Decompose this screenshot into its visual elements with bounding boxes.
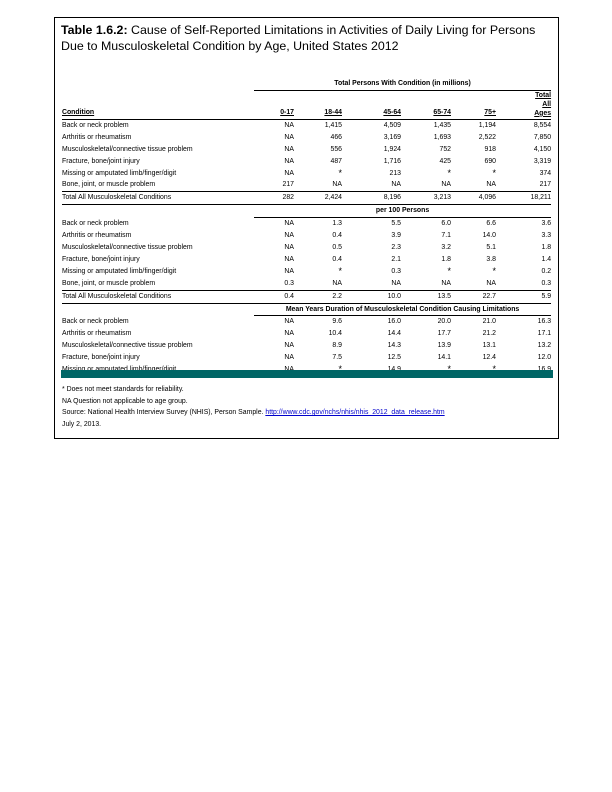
row-value: 1,693: [433, 133, 451, 141]
section-heading: Total Persons With Condition (in millions): [254, 78, 551, 90]
row-value: 13.9: [437, 342, 451, 350]
row-value: NA: [441, 181, 451, 189]
total-label: Total All Musculoskeletal Conditions: [62, 192, 254, 205]
total-value: 8,196: [342, 192, 401, 205]
row-value: 8.9: [332, 342, 342, 350]
row-label: Missing or amputated limb/finger/digit: [62, 267, 177, 275]
row-value: 0.3: [284, 279, 294, 287]
row-value: NA: [284, 169, 294, 177]
row-value: 2.1: [391, 255, 401, 263]
row-value: 556: [330, 145, 342, 153]
row-value: 3,319: [533, 157, 552, 165]
row-value: 1.8: [441, 255, 451, 263]
row-value: NA: [391, 181, 401, 189]
row-label: Back or neck problem: [62, 318, 129, 326]
row-value: 3.9: [391, 232, 401, 240]
section-heading: Mean Years Duration of Musculoskeletal Condition Causing Limitations: [254, 303, 551, 316]
source-link[interactable]: http://www.cdc.gov/nchs/nhis/nhis_2012_data_release.htm: [265, 409, 445, 417]
row-value: 4,150: [533, 145, 552, 153]
section-heading: per 100 Persons: [254, 205, 551, 218]
row-value: NA: [486, 279, 496, 287]
row-value: 5.1: [486, 243, 496, 251]
table-row: [62, 352, 551, 364]
row-value: 0.5: [332, 243, 342, 251]
table-row: [62, 156, 551, 168]
total-value: 5.9: [496, 290, 551, 303]
footer-color-bar: [61, 370, 553, 378]
row-value: 6.6: [486, 220, 496, 228]
row-value: NA: [284, 330, 294, 338]
row-value: 2.3: [391, 243, 401, 251]
table-row: [62, 144, 551, 156]
group-header-row: [62, 303, 551, 316]
row-value: 14.4: [387, 330, 401, 338]
row-value: 2,522: [478, 133, 496, 141]
row-value: 13.1: [482, 342, 496, 350]
table-row: [62, 218, 551, 230]
row-value: NA: [284, 121, 294, 129]
blank-cell: [62, 78, 254, 90]
row-value: 17.7: [437, 330, 451, 338]
condition-header: Condition: [62, 90, 254, 119]
column-header-row: [62, 90, 551, 119]
row-value: NA: [332, 279, 342, 287]
row-value: 374: [539, 169, 552, 177]
total-row: [62, 192, 551, 205]
row-value: 21.0: [482, 318, 496, 326]
group-header-row: [62, 78, 551, 90]
row-value: 10.4: [328, 330, 342, 338]
row-value: 14.3: [387, 342, 401, 350]
data-table: [62, 78, 551, 376]
row-value: NA: [284, 267, 294, 275]
row-label: Arthritis or rheumatism: [62, 133, 132, 141]
row-value: 5.5: [391, 220, 401, 228]
total-label: Total All Musculoskeletal Conditions: [62, 290, 254, 303]
row-value: 7.1: [441, 232, 451, 240]
total-all-ages-header-line: All: [542, 100, 552, 108]
table-row: [62, 328, 551, 340]
table-number: Table 1.6.2:: [61, 23, 128, 37]
table-row: [62, 168, 551, 180]
row-value: NA: [284, 318, 294, 326]
row-value: 752: [439, 145, 451, 153]
row-value: 3,169: [383, 133, 401, 141]
row-value: NA: [284, 354, 294, 362]
row-value: 14.0: [482, 232, 496, 240]
table-row: [62, 340, 551, 352]
row-value: 0.2: [541, 267, 552, 275]
row-value: *: [492, 167, 496, 178]
total-value: 22.7: [451, 290, 496, 303]
note-reliability: * Does not meet standards for reliability.: [62, 386, 184, 393]
table-row: [62, 179, 551, 191]
row-value: 21.2: [482, 330, 496, 338]
row-value: 1,435: [433, 121, 451, 129]
table-row: [62, 119, 551, 131]
row-value: 4,509: [383, 121, 401, 129]
row-value: 13.2: [537, 342, 552, 350]
row-value: 1,924: [383, 145, 401, 153]
age-column-header: 65-74: [401, 90, 451, 119]
row-value: 1.4: [541, 255, 552, 263]
row-value: 0.3: [391, 267, 401, 275]
row-value: 487: [330, 157, 342, 165]
row-label: Fracture, bone/joint injury: [62, 255, 140, 263]
row-value: NA: [284, 255, 294, 263]
row-value: NA: [284, 342, 294, 350]
table-row: [62, 242, 551, 254]
age-column-header: 18-44: [294, 90, 342, 119]
row-value: NA: [332, 181, 342, 189]
total-value: 2,424: [294, 192, 342, 205]
row-value: 6.0: [441, 220, 451, 228]
row-label: Bone, joint, or muscle problem: [62, 279, 156, 287]
row-value: 425: [439, 157, 451, 165]
table-caption: Cause of Self-Reported Limitations in Activities of Daily Living for Persons Due to Musculoskeletal Condition by Age, United States 2012: [61, 23, 536, 53]
row-label: Back or neck problem: [62, 219, 129, 227]
row-value: *: [338, 265, 342, 276]
row-label: Bone, joint, or muscle problem: [62, 181, 156, 189]
total-all-ages-header-line: Total: [535, 91, 552, 99]
row-label: Musculoskeletal/connective tissue problem: [62, 145, 193, 153]
row-label: Arthritis or rheumatism: [62, 232, 132, 240]
row-value: 16.3: [537, 318, 552, 326]
row-value: 1.3: [332, 220, 342, 228]
row-label: Arthritis or rheumatism: [62, 330, 132, 338]
row-value: NA: [391, 279, 401, 287]
row-label: Back or neck problem: [62, 121, 129, 129]
row-value: 12.5: [387, 354, 401, 362]
row-value: 1,194: [478, 121, 496, 129]
row-value: 1,415: [324, 121, 342, 129]
total-value: 10.0: [342, 290, 401, 303]
total-value: 282: [254, 192, 294, 205]
row-value: 20.0: [437, 318, 451, 326]
row-value: NA: [284, 243, 294, 251]
total-value: 4,096: [451, 192, 496, 205]
row-value: NA: [441, 279, 451, 287]
row-value: NA: [284, 145, 294, 153]
row-value: 213: [389, 169, 401, 177]
row-value: 690: [484, 157, 496, 165]
row-value: 3.8: [486, 255, 496, 263]
row-value: 8,554: [533, 121, 552, 129]
row-value: *: [447, 265, 451, 276]
row-value: NA: [284, 133, 294, 141]
total-value: 2.2: [294, 290, 342, 303]
footnotes: [62, 384, 552, 431]
table-row: [62, 132, 551, 144]
row-label: Fracture, bone/joint injury: [62, 354, 140, 362]
row-value: 3.3: [541, 232, 552, 240]
total-all-ages-header-line: Ages: [534, 109, 552, 117]
table-frame: [54, 17, 559, 439]
row-value: 16.0: [387, 318, 401, 326]
row-value: 7,850: [533, 133, 552, 141]
row-value: *: [492, 265, 496, 276]
total-row: [62, 290, 551, 303]
row-value: 217: [539, 181, 552, 189]
age-column-header: 0-17: [254, 90, 294, 119]
row-value: 217: [282, 181, 294, 189]
row-value: NA: [486, 181, 496, 189]
row-value: 14.1: [437, 354, 451, 362]
table-row: [62, 266, 551, 278]
row-value: 17.1: [537, 330, 552, 338]
row-label: Missing or amputated limb/finger/digit: [62, 169, 177, 177]
row-value: NA: [284, 220, 294, 228]
group-header-row: [62, 205, 551, 218]
table-row: [62, 316, 551, 328]
row-value: 9.6: [332, 318, 342, 326]
row-label: Musculoskeletal/connective tissue problem: [62, 342, 193, 350]
row-value: 12.4: [482, 354, 496, 362]
blank-cell: [62, 205, 254, 218]
row-value: 0.4: [332, 232, 342, 240]
row-value: 3.6: [541, 220, 552, 228]
source-text: Source: National Health Interview Survey (NHIS), Person Sample.: [62, 409, 266, 417]
row-value: 0.3: [541, 279, 552, 287]
age-column-header: 75+: [451, 90, 496, 119]
row-value: *: [338, 167, 342, 178]
blank-cell: [62, 303, 254, 316]
row-value: 12.0: [537, 354, 552, 362]
age-column-header: 45-64: [342, 90, 401, 119]
row-value: 466: [330, 133, 342, 141]
note-source: [62, 407, 552, 419]
row-label: Fracture, bone/joint injury: [62, 157, 140, 165]
table-title: [61, 22, 551, 54]
note-na: NA Question not applicable to age group.: [62, 397, 188, 405]
row-value: 1,716: [383, 157, 401, 165]
row-value: 1.8: [541, 243, 552, 251]
total-value: 13.5: [401, 290, 451, 303]
row-value: 7.5: [332, 354, 342, 362]
table-row: [62, 254, 551, 266]
table-row: [62, 230, 551, 242]
row-label: Musculoskeletal/connective tissue problem: [62, 243, 193, 251]
total-value: 18,211: [496, 192, 551, 205]
row-value: *: [447, 167, 451, 178]
total-all-ages-header: [496, 90, 551, 119]
table-row: [62, 278, 551, 290]
row-value: NA: [284, 232, 294, 240]
row-value: NA: [284, 157, 294, 165]
total-value: 0.4: [254, 290, 294, 303]
total-value: 3,213: [401, 192, 451, 205]
note-date: July 2, 2013.: [62, 421, 102, 429]
row-value: 3.2: [441, 243, 451, 251]
row-value: 0.4: [332, 255, 342, 263]
row-value: 918: [484, 145, 496, 153]
